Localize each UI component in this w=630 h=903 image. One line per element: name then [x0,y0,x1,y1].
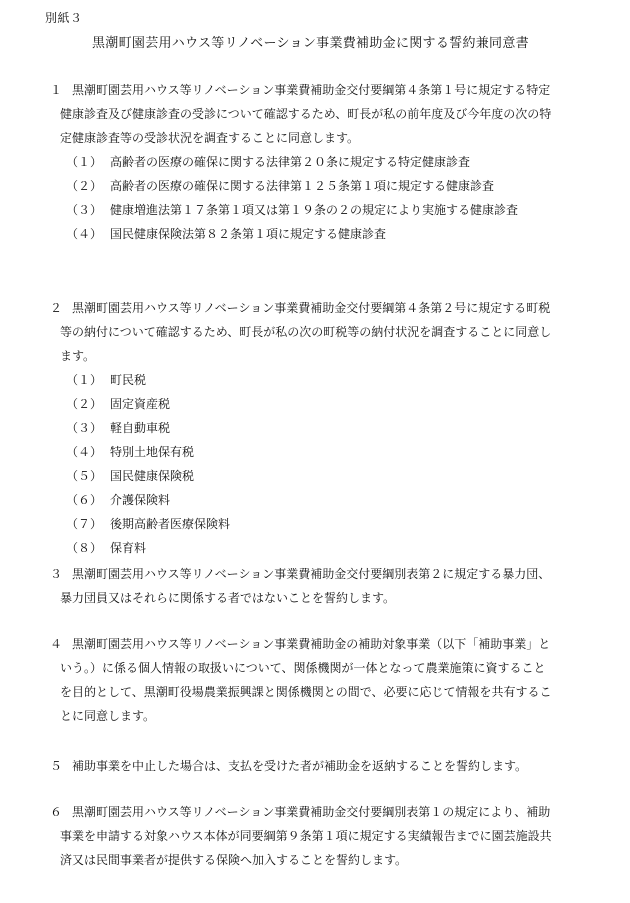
item-number: （３） [66,203,103,217]
section-4 [50,632,580,728]
item-number: （４） [66,445,103,459]
section-number: ２ [50,301,63,315]
section-2-item-list [50,368,580,560]
item-text: 国民健康保険法第８２条第１項に規定する健康診査 [110,227,387,241]
item-text: 介護保険料 [110,493,171,507]
list-item [66,464,580,488]
section-line: 黒潮町園芸用ハウス等リノベーション事業費補助金の補助対象事業（以下「補助事業」と [72,637,551,651]
item-number: （１） [66,373,103,387]
section-2 [50,296,580,560]
list-item [66,174,580,198]
list-item [66,368,580,392]
list-item [66,440,580,464]
item-text: 高齢者の医療の確保に関する法律第１２５条第１項に規定する健康診査 [110,179,495,193]
section-number: ３ [50,567,63,581]
section-line: 健康診査及び健康診査の受診について確認するため、町長が私の前年度及び今年度の次の特 [60,107,552,121]
section-number: １ [50,83,63,97]
list-item [66,150,580,174]
section-4-paragraph [50,632,580,656]
section-line: 事業を申請する対象ハウス本体が同要綱第９条第１項に規定する実績報告までに園芸施設共 [60,829,552,843]
list-item [66,198,580,222]
section-line: 暴力団員又はそれらに関係する者ではないことを誓約します。 [60,591,396,605]
item-text: 固定資産税 [110,397,171,411]
section-line: 黒潮町園芸用ハウス等リノベーション事業費補助金交付要綱第４条第１号に規定する特定 [72,83,551,97]
item-text: 特別土地保有税 [110,445,195,459]
section-3 [50,562,580,610]
item-text: 後期高齢者医療保険料 [110,517,231,531]
item-number: （７） [66,517,103,531]
item-number: （８） [66,541,103,555]
section-line: 補助事業を中止した場合は、支払を受けた者が補助金を返納することを誓約します。 [72,759,528,773]
item-text: 健康増進法第１７条第１項又は第１９条の２の規定により実施する健康診査 [110,203,519,217]
section-line: いう。）に係る個人情報の取扱いについて、関係機関が一体となって農業施策に資すること [60,661,546,675]
item-number: （１） [66,155,103,169]
section-number: ４ [50,637,63,651]
section-line: 定健康診査等の受診状況を調査することに同意します。 [60,131,360,145]
list-item [66,416,580,440]
item-number: （５） [66,469,103,483]
item-number: （６） [66,493,103,507]
item-text: 保育料 [110,541,147,555]
section-1-paragraph [50,78,580,102]
list-item [66,512,580,536]
section-line: 黒潮町園芸用ハウス等リノベーション事業費補助金交付要綱別表第１の規定により、補助 [72,805,551,819]
section-number: ５ [50,759,63,773]
list-item [66,222,580,246]
item-text: 国民健康保険税 [110,469,195,483]
section-number: ６ [50,805,63,819]
section-line: 等の納付について確認するため、町長が私の次の町税等の納付状況を調査することに同意し [60,325,552,339]
section-line: を目的として、黒潮町役場農業振興課と関係機関との間で、必要に応じて情報を共有するこ [60,685,552,699]
item-number: （３） [66,421,103,435]
item-number: （２） [66,397,103,411]
section-line: 黒潮町園芸用ハウス等リノベーション事業費補助金交付要綱第４条第２号に規定する町税 [72,301,551,315]
section-6-paragraph [50,800,580,824]
section-3-paragraph [50,562,580,586]
section-1 [50,78,580,246]
item-text: 町民税 [110,373,147,387]
section-line: 済又は民間事業者が提供する保険へ加入することを誓約します。 [60,853,408,867]
item-text: 高齢者の医療の確保に関する法律第２０条に規定する特定健康診査 [110,155,471,169]
section-line: 黒潮町園芸用ハウス等リノベーション事業費補助金交付要綱別表第２に規定する暴力団、 [72,567,551,581]
item-number: （４） [66,227,103,241]
section-line: ます。 [60,349,96,363]
appendix-label: 別紙３ [45,11,83,25]
list-item [66,536,580,560]
section-6 [50,800,580,872]
section-1-item-list [50,150,580,246]
section-5 [50,754,580,778]
section-5-paragraph [50,754,580,778]
item-number: （２） [66,179,103,193]
section-line: とに同意します。 [60,709,156,723]
list-item [66,392,580,416]
document-title: 黒潮町園芸用ハウス等リノベーション事業費補助金に関する誓約兼同意書 [92,36,529,51]
list-item [66,488,580,512]
item-text: 軽自動車税 [110,421,171,435]
section-2-paragraph [50,296,580,320]
